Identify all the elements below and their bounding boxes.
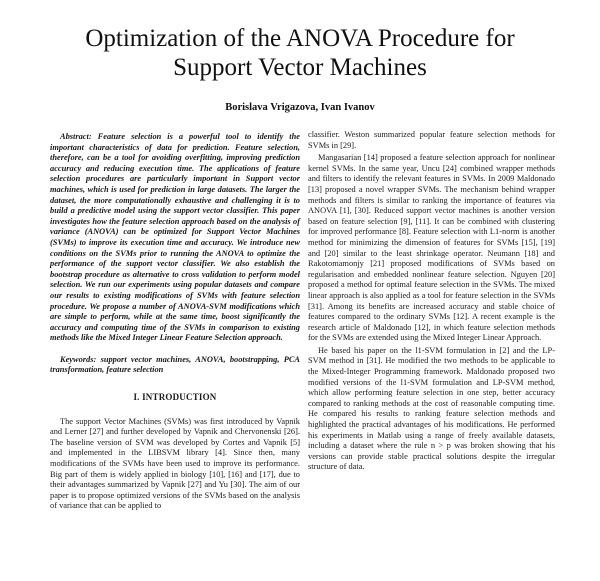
abstract-label: Abstract:: [60, 132, 92, 141]
keywords: Keywords: support vector machines, ANOVA, bootstrapping, PCA transformation, feature selection: [50, 354, 300, 375]
title-line-1: Optimization of the ANOVA Procedure for: [85, 25, 515, 52]
right-paragraph-1: Mangasarian [14] proposed a feature selection approach for nonlinear kernel SVMs. In the same year, Uncu [24] combined wrapper methods and filters to identify the relevant features in SVMs. In 2009 Maldonado [13] proposed a novel wrapper SVMs. The mechanism behind wrapper methods and filters is similar to ranking the importance of features via ANOVA [1], [30]. Reduced support vector machines is another version based on feature selection [9], [11]. It can be combined with clustering for improved performance [8]. Feature selection with L1-norm is another method for minimizing the dimension of features for SVMs [15], [19] and [20] similar to the least shrinkage operator. Neumann [18] and Rakotomamonjy [21] proposed modifications of SVMs based on regularisation and embedded nonlinear feature selection. Nguyen [20] proposed a method for optimal feature selection in the SVMs. The mixed linear approach is also applied as a tool for feature selection in the SVMs [31]. Among its benefits are increased accuracy and stable choice of features compared to the ordinary SVMs [12]. A recent example is the research article of Maldonado [12], in which feature selection methods for the SVMs are extended using the Mixed Integer Linear Approach.: [308, 153, 555, 343]
section-heading-introduction: I. INTRODUCTION: [133, 392, 217, 403]
right-paragraph-0: classifier. Weston summarized popular feature selection methods for SVMs in [29].: [308, 130, 555, 150]
right-paragraph-2: He based his paper on the l1-SVM formulation in [2] and the LP-SVM method in [31]. He modified the two methods to be applicable to the Mixed-Integer Programming framework. Maldonado proposed two modified versions of the l1-SVM formulation and LP-SVM method, which allow performing feature selection in one step, better accuracy compared to ranking methods at the cost of reasonable computing time. He compared his results to ranking feature selection methods and highlighted the practical advantages of his modifications. He performed his experiments in Matlab using a range of freely available datasets, including a dataset where the rule n > p was broken showing that his versions can provide stable practical solutions despite the irregular structure of data.: [308, 345, 555, 472]
intro-paragraph-1: The support Vector Machines (SVMs) was first introduced by Vapnik and Lerner [27] and further developed by Vapnik and Chervonenski [26]. The baseline version of SVM was developed by Cortes and Vapnik [5] and implemented in the LIBSVM library [4]. Since then, many modifications of the SVMs have been used to improve its performance. Big part of them is widely applied in biology [10], [16] and [17], due to their advantages summarized by Vapnik [27] and Yu [30]. The aim of our paper is to propose optimized versions of the SVMs based on the analysis of variance that can be applied to: [50, 416, 300, 511]
title-line-2: Support Vector Machines: [173, 54, 427, 81]
abstract-body: Feature selection is a powerful tool to identify the important characteristics of data for prediction. Feature selection, therefore, can be a tool for avoiding overfitting, improving prediction accuracy and reducing execution time. The applications of feature selection procedures are particularly important in Support vector machines, which is used for prediction in large datasets. The larger the dataset, the more computationally exhaustive and challenging it is to build a predictive model using the support vector classifier. This paper investigates how the feature selection approach based on the analysis of variance (ANOVA) can be optimized for Support Vector Machines (SVMs) to improve its execution time and accuracy. We introduce new conditions on the SVMs prior to running the ANOVA to optimize the performance of the support vector classifier. We also establish the bootstrap procedure as alternative to cross validation to perform model selection. We run our experiments using popular datasets and compare our results to existing modifications of SVMs with feature selection procedure. We propose a number of ANOVA-SVM modifications which are simple to perform, while at the same time, boost significantly the accuracy and computing time of the SVMs in comparison to existing methods like the Mixed Integer Linear Feature Selection approach.: [50, 132, 301, 343]
author-list: Borislava Vrigazova, Ivan Ivanov: [225, 102, 375, 113]
left-column: [50, 132, 300, 512]
abstract: [50, 132, 300, 344]
right-column: [308, 130, 555, 473]
paper-title: [0, 24, 600, 82]
